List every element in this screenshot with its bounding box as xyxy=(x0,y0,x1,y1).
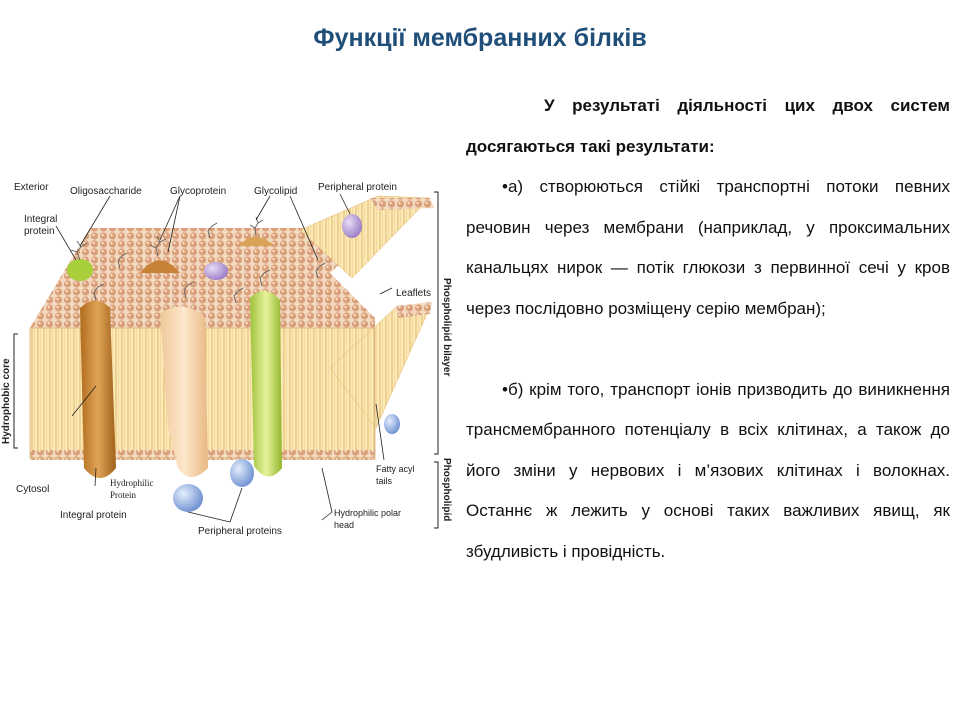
peripheral-protein-bottom-2 xyxy=(230,459,254,487)
glycolipid-surface-protein xyxy=(67,259,93,281)
peripheral-protein-bottom-1 xyxy=(173,484,203,512)
slide-title: Функції мембранних білків xyxy=(313,24,647,52)
label-peripheral-protein: Peripheral protein xyxy=(318,182,397,193)
integral-protein-brown xyxy=(80,301,116,479)
label-glycolipid: Glycolipid xyxy=(254,186,298,197)
label-peripheral-proteins: Peripheral proteins xyxy=(198,526,282,537)
peripheral-protein-top xyxy=(342,214,362,238)
intro-paragraph: У результаті діяльності цих двох систем досягаються такі результати: xyxy=(466,96,950,156)
label-integral-protein-bottom: Integral protein xyxy=(60,510,127,521)
label-leaflets: Leaflets xyxy=(396,288,432,299)
point-b: •б) крім того, транспорт іонів призводить до виникнення трансмембранного потенціалу в всіх клітинах, а також до його зміни у нервових і м’язових клітинах і волокнах. Останнє ж лежить у основі таких важливих явищ, як збудливість і провідність. xyxy=(466,379,950,561)
label-fatty-acyl-tails-1: Fatty acyl xyxy=(376,464,415,474)
slide-text xyxy=(466,86,950,573)
label-cytosol: Cytosol xyxy=(16,484,50,495)
point-a: •а) створюються стійкі транспортні потоки певних речовин через мембрани (наприклад, у проксимальних канальцях нирок — потік глюкози з первинної сечі у кров через послідовно розміщену серію мембран); xyxy=(466,177,950,318)
label-integral-protein-top-2: protein xyxy=(24,226,55,237)
integral-protein-green xyxy=(250,291,282,477)
peripheral-protein-bottom-3 xyxy=(384,414,400,434)
label-oligosaccharide: Oligosaccharide xyxy=(70,186,142,197)
label-phospholipid-bilayer: Phospholipid bilayer xyxy=(441,278,452,377)
label-hydrophilic-protein-1: Hydrophilic xyxy=(110,478,154,488)
label-hydrophilic-polar-head-1: Hydrophilic polar xyxy=(334,508,402,518)
label-hydrophilic-protein-2: Protein xyxy=(110,490,136,500)
label-hydrophobic-core: Hydrophobic core xyxy=(1,358,12,444)
membrane-diagram xyxy=(0,168,462,548)
peripheral-protein-mid xyxy=(204,262,228,280)
label-phospholipid: Phospholipid xyxy=(441,458,452,522)
label-glycoprotein: Glycoprotein xyxy=(170,186,227,197)
label-hydrophilic-polar-head-2: head xyxy=(334,520,355,530)
label-integral-protein-top-1: Integral xyxy=(24,214,58,225)
label-exterior: Exterior xyxy=(14,182,49,193)
label-fatty-acyl-tails-2: tails xyxy=(376,476,393,486)
